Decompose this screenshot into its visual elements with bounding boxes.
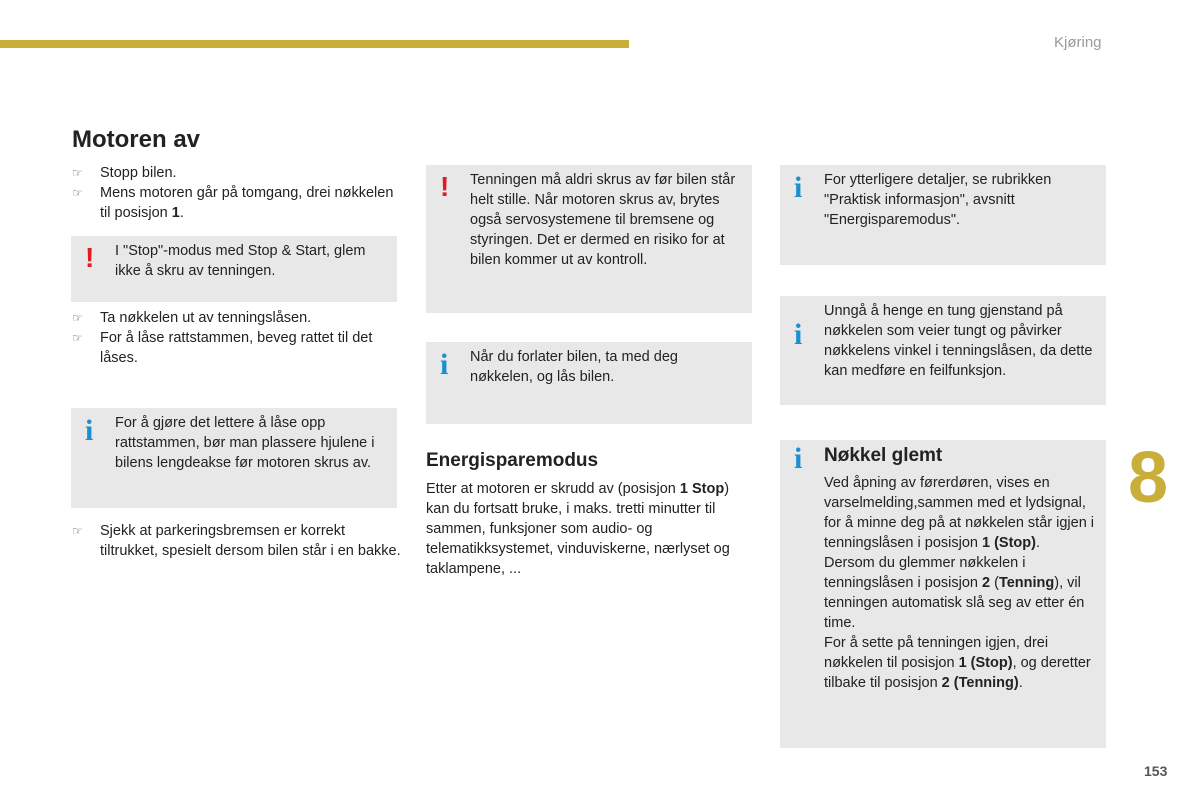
step-list-2 (72, 308, 402, 368)
list-item: ☞ For å låse rattstammen, beveg rattet til det låses. (72, 330, 373, 366)
info-box (426, 342, 752, 424)
page-title: Motoren av (72, 126, 201, 153)
info-icon: i (794, 318, 803, 351)
info-icon: i (85, 414, 94, 447)
info-text: For å gjøre det lettere å låse opp rattstammen, bør man plassere hjulene i bilens lengdeakse før motoren skrus av. (115, 415, 375, 471)
hand-pointer-icon: ☞ (72, 186, 83, 200)
warning-text: I "Stop"-modus med Stop & Start, glem ikke å skru av tenningen. (115, 243, 366, 279)
info-box (71, 408, 397, 508)
hand-pointer-icon: ☞ (72, 166, 83, 180)
forgot-key-text: Ved åpning av førerdøren, vises en varselmelding,sammen med et lydsignal, for å minne deg på at nøkkelen står igjen i tenningslåsen i posisjon 1 (Stop). Dersom du glemmer nøkkelen i tenningslåsen i posisjon 2 (Tenning), vil tenningen automatisk slå seg av etter én time. For å sette på tenningen igjen, drei nøkkelen til posisjon 1 (Stop), og deretter tilbake til posisjon 2 (Tenning). (824, 475, 1095, 691)
hand-pointer-icon: ☞ (72, 331, 83, 345)
info-icon: i (440, 348, 449, 381)
list-item: ☞ Sjekk at parkeringsbremsen er korrekt tiltrukket, spesielt dersom bilen står i en bakke. (72, 523, 401, 559)
list-item: ☞ Ta nøkkelen ut av tenningslåsen. (72, 310, 312, 326)
info-text: For ytterligere detaljer, se rubrikken "Praktisk informasjon", avsnitt "Energisparemodus". (824, 172, 1052, 228)
list-item: ☞ Stopp bilen. (72, 165, 177, 181)
info-text: Når du forlater bilen, ta med deg nøkkelen, og lås bilen. (470, 349, 678, 385)
list-item: ☞ Mens motoren går på tomgang, drei nøkkelen til posisjon 1. (72, 185, 394, 221)
hand-pointer-icon: ☞ (72, 311, 83, 325)
section-title: Kjøring (1054, 34, 1102, 51)
step-list-1 (72, 163, 402, 223)
info-icon: i (794, 442, 803, 475)
energy-paragraph: Etter at motoren er skrudd av (posisjon 1 Stop) kan du fortsatt bruke, i maks. tretti minutter til sammen, funksjoner som audio- og telematikksystemet, vinduviskerne, nærlyset og taklampene, ... (426, 481, 730, 577)
section-heading-energy: Energisparemodus (426, 450, 599, 471)
info-text: Unngå å henge en tung gjenstand på nøkkelen som veier tungt og påvirker nøkkelens vinkel i tenningslåsen, da dette kan medføre en feilfunksjon. (824, 303, 1093, 379)
info-icon: i (794, 171, 803, 204)
section-heading-forgot-key: Nøkkel glemt (824, 445, 943, 466)
step-list-3 (72, 521, 402, 561)
warning-text: Tenningen må aldri skrus av før bilen står helt stille. Når motoren skrus av, brytes også servosystemene til bremsene og styringen. Det er dermed en risiko for at bilen kommer ut av kontroll. (470, 172, 736, 268)
page-number: 153 (1144, 763, 1168, 779)
hand-pointer-icon: ☞ (72, 524, 83, 538)
info-box-forgot-key (780, 440, 1106, 748)
exclamation-icon: ! (440, 171, 450, 202)
chapter-number: 8 (1128, 438, 1169, 518)
info-box (780, 165, 1106, 265)
warning-box (71, 236, 397, 302)
info-box (780, 296, 1106, 405)
exclamation-icon: ! (85, 242, 95, 273)
header-accent-bar (0, 40, 629, 48)
warning-box (426, 165, 752, 313)
